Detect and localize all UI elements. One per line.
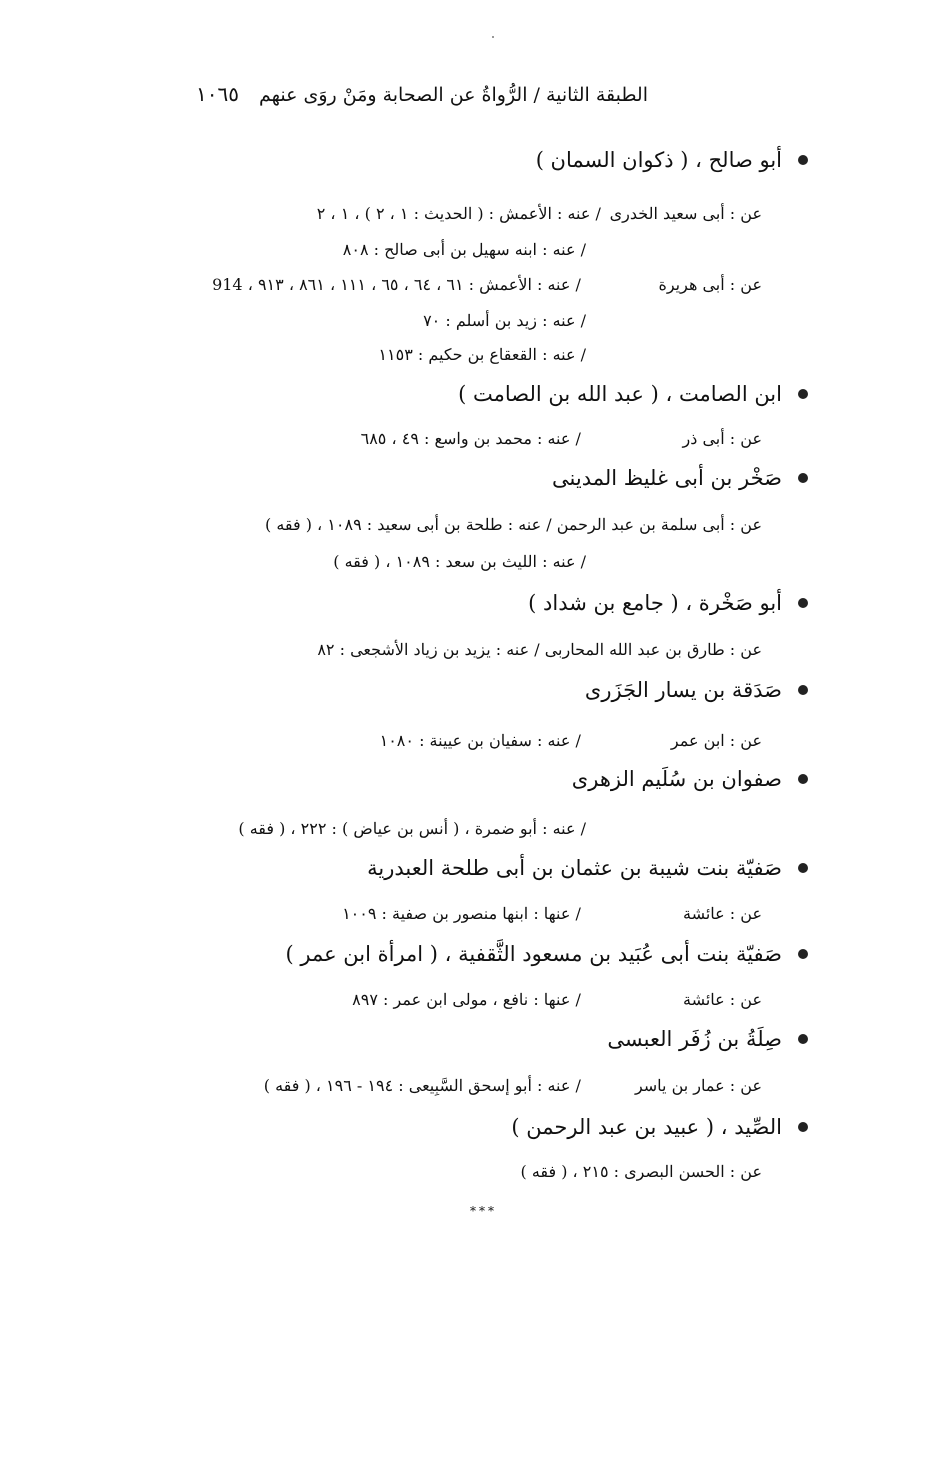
narrator-name: صفوان بن سُلَيم الزهرى: [571, 767, 782, 791]
narrated-from: عن : أبى ذر: [682, 429, 762, 448]
narrator-entry-ibn-as-samit: [458, 382, 808, 406]
page-number: ١٠٦٥: [196, 82, 239, 106]
narrated-from: عن : أبى سعيد الخدرى: [609, 204, 762, 223]
narrated-from: عن : ابن عمر: [670, 731, 762, 750]
bullet-icon: [798, 949, 808, 959]
bullet-icon: [798, 1122, 808, 1132]
narrator-entry-safiyya-bint-abi-ubayd: [285, 942, 808, 966]
narration-line: [212, 275, 762, 294]
bullet-icon: [798, 774, 808, 784]
narrator-entry-safwan: [572, 767, 808, 791]
narrator-name: أبو صالح ، ( ذكوان السمان ): [535, 148, 782, 172]
bullet-icon: [798, 1034, 808, 1044]
narrated-by: / عنه : سفيان بن عيينة : ١٠٨٠: [379, 731, 581, 750]
narrated-by: عن : أبى سلمة بن عبد الرحمن / عنه : طلحة بن أبى سعيد : ١٠٨٩ ، ( فقه ): [264, 515, 762, 534]
narrated-by: / عنه : ابنه سهيل بن أبى صالح : ٨٠٨: [342, 240, 586, 259]
narration-line: [265, 515, 762, 534]
narrated-by: / عنه : زيد بن أسلم : ٧٠: [423, 311, 586, 330]
narrated-by: / عنه : القعقاع بن حكيم : ١١٥٣: [378, 345, 586, 364]
narration-line: [343, 240, 586, 259]
narrated-from: عن : عائشة: [682, 990, 762, 1009]
narrated-by: / عنها : ابنها منصور بن صفية : ١٠٠٩: [342, 904, 581, 923]
narrator-entry-sakhr: [552, 466, 808, 490]
bullet-icon: [798, 863, 808, 873]
narrator-name: صَدَقة بن يسار الجَزَرى: [584, 678, 782, 702]
narrator-entry-as-sayyid: [511, 1115, 808, 1139]
narrated-by: / عنه : أبو ضمرة ، ( أنس بن عياض ) : ٢٢٢ ، ( فقه ): [238, 819, 586, 838]
bullet-icon: [798, 473, 808, 483]
narration-line: [378, 345, 586, 364]
narrated-by: / عنه : الأعمش : ( الحديث : ١ ، ٢ ) ، ١ ، ٢: [316, 204, 601, 223]
narrator-name: صَخْر بن أبى غليظ المدينى: [552, 466, 782, 490]
section-end-stars: ***: [470, 1204, 497, 1218]
narration-line: [333, 552, 586, 571]
scan-speck: [492, 36, 494, 38]
narrated-by: / عنه : الليث بن سعد : ١٠٨٩ ، ( فقه ): [333, 552, 586, 571]
narration-line: [238, 819, 586, 838]
narrated-by: / عنه : الأعمش : ٦١ ، ٦٤ ، ٦٥ ، ١١١ ، ٨٦١ ، ٩١٣ ، 914: [212, 275, 581, 294]
narration-line: [317, 204, 762, 223]
bullet-icon: [798, 598, 808, 608]
narrator-entry-abu-salih: [536, 148, 808, 172]
narration-line: [342, 904, 762, 923]
narrator-name: أبو صَخْرة ، ( جامع بن شداد ): [528, 591, 782, 615]
narrated-from: عن : عمار بن ياسر: [634, 1076, 762, 1095]
narrator-entry-abu-sakhra: [528, 591, 808, 615]
narrator-name: الصِّيد ، ( عبيد بن عبد الرحمن ): [511, 1115, 782, 1139]
narrator-name: صِلَةُ بن زُفَر العبسى: [607, 1027, 782, 1051]
narration-line: [264, 1076, 762, 1095]
narration-line: [423, 311, 586, 330]
narrated-by: عن : طارق بن عبد الله المحاربى / عنه : يزيد بن زياد الأشجعى : ٨٢: [317, 640, 762, 659]
narrated-from: عن : عائشة: [682, 904, 762, 923]
narration-line: [317, 640, 762, 659]
narrator-name: صَفيّة بنت شيبة بن عثمان بن أبى طلحة العبدرية: [367, 856, 782, 880]
narrated-by: / عنها : نافع ، مولى ابن عمر : ٨٩٧: [352, 990, 581, 1009]
narrated-by: / عنه : أبو إسحق السَّبِيعى : ١٩٤ - ١٩٦ ، ( فقه ): [263, 1076, 581, 1095]
narrator-name: ابن الصامت ، ( عبد الله بن الصامت ): [458, 382, 782, 406]
narration-line: [352, 990, 762, 1009]
bullet-icon: [798, 155, 808, 165]
narration-line: [361, 429, 762, 448]
bullet-icon: [798, 389, 808, 399]
narrator-entry-safiyya-bint-shayba: [367, 856, 808, 880]
bullet-icon: [798, 685, 808, 695]
narration-line: [380, 731, 762, 750]
narrated-by: / عنه : محمد بن واسع : ٤٩ ، ٦٨٥: [360, 429, 581, 448]
narrated-by: عن : الحسن البصرى : ٢١٥ ، ( فقه ): [520, 1162, 762, 1181]
narration-line: [520, 1162, 762, 1181]
narrator-entry-sadaqa: [585, 678, 808, 702]
running-header: الطبقة الثانية / الرُّواةُ عن الصحابة ومَنْ روَى عنهم: [258, 84, 648, 106]
narrator-entry-sila: [607, 1027, 808, 1051]
narrated-from: عن : أبى هريرة: [658, 275, 762, 294]
narrator-name: صَفيّة بنت أبى عُبَيد بن مسعود الثَّقفية ، ( امرأة ابن عمر ): [285, 942, 782, 966]
